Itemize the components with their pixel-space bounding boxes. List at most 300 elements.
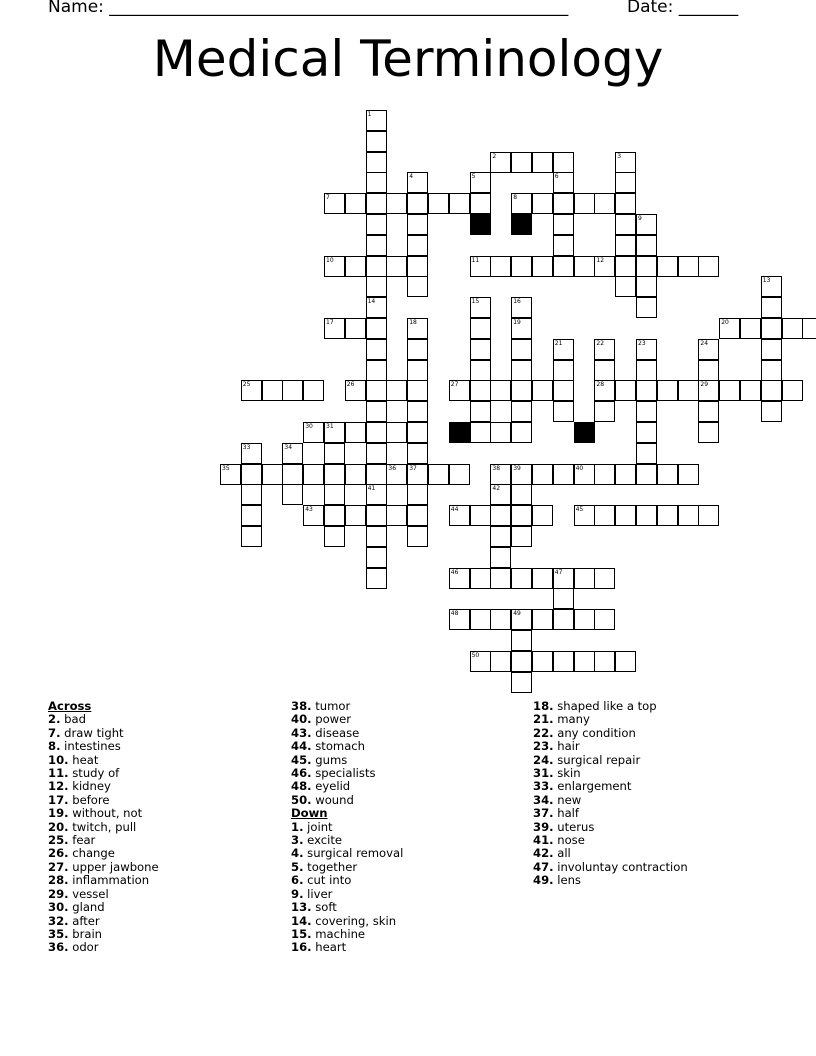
grid-cell[interactable] [345,505,366,526]
grid-cell[interactable] [366,131,387,152]
clue-number: 42 [492,485,501,493]
grid-cell[interactable] [407,339,428,360]
clue-item-number: 8. [48,739,61,754]
date-line: Date: _______ [627,0,739,17]
grid-cell[interactable] [303,422,324,443]
grid-cell[interactable] [386,422,407,443]
grid-cell[interactable] [698,380,719,401]
grid-cell[interactable] [678,464,699,485]
grid-cell[interactable] [366,256,387,277]
grid-cell[interactable] [532,609,553,630]
clue-number: 40 [575,464,584,472]
grid-cell[interactable] [490,547,511,568]
grid-cell[interactable] [345,422,366,443]
clue-number: 46 [450,568,459,576]
across-heading: Across [48,699,92,713]
grid-cell[interactable] [511,360,532,381]
clue-item-text: brain [68,926,103,941]
clue-item [48,861,159,874]
grid-cell[interactable] [366,172,387,193]
grid-cell[interactable] [574,505,595,526]
grid-cell[interactable] [366,110,387,131]
grid-cell[interactable] [470,193,491,214]
grid-cell[interactable] [594,256,615,277]
clue-item [48,794,159,807]
grid-cell[interactable] [324,422,345,443]
grid-cell[interactable] [657,464,678,485]
grid-cell[interactable] [553,568,574,589]
grid-cell[interactable] [470,380,491,401]
grid-cell[interactable] [490,568,511,589]
grid-cell[interactable] [532,193,553,214]
grid-cell[interactable] [698,505,719,526]
grid-cell[interactable] [490,152,511,173]
clue-item-text: liver [303,886,333,901]
clue-item-text: machine [311,926,366,941]
clue-number: 48 [450,610,459,618]
grid-cell[interactable] [636,339,657,360]
grid-cell[interactable] [366,568,387,589]
grid-cell[interactable] [386,464,407,485]
grid-cell[interactable] [490,464,511,485]
grid-cell[interactable] [449,193,470,214]
grid-cell[interactable] [594,339,615,360]
grid-cell[interactable] [594,360,615,381]
grid-cell[interactable] [636,401,657,422]
grid-cell[interactable] [511,422,532,443]
grid-cell[interactable] [594,380,615,401]
grid-cell[interactable] [241,526,262,547]
clue-item [291,713,403,726]
grid-cell[interactable] [407,360,428,381]
grid-cell[interactable] [490,505,511,526]
grid-cell[interactable] [324,526,345,547]
clue-item [291,780,403,793]
grid-cell[interactable] [407,505,428,526]
grid-cell[interactable] [490,609,511,630]
grid-cell[interactable] [470,651,491,672]
grid-cell[interactable] [761,339,782,360]
grid-cell[interactable] [470,568,491,589]
clue-number: 17 [326,319,334,326]
grid-cell[interactable] [366,193,387,214]
grid-cell[interactable] [636,422,657,443]
clue-item [291,740,403,753]
grid-cell[interactable] [594,193,615,214]
grid-cell[interactable] [719,380,740,401]
grid-cell-black [449,422,470,443]
grid-cell[interactable] [470,422,491,443]
clue-item [291,928,403,941]
grid-cell[interactable] [615,651,636,672]
clues-column-2 [291,700,403,955]
grid-cell[interactable] [553,360,574,381]
grid-cell[interactable] [449,505,470,526]
grid-cell[interactable] [428,464,449,485]
clue-item-text: kidney [68,779,111,794]
grid-cell[interactable] [470,360,491,381]
grid-cell[interactable] [511,380,532,401]
grid-cell[interactable] [241,464,262,485]
grid-cell[interactable] [490,256,511,277]
grid-cell[interactable] [594,568,615,589]
grid-cell[interactable] [636,360,657,381]
clue-item-number: 46. [291,766,312,781]
grid-cell[interactable] [594,609,615,630]
clue-item [48,727,159,740]
grid-cell[interactable] [615,276,636,297]
clue-item-number: 14. [291,913,312,928]
clue-item-number: 44. [291,739,312,754]
grid-cell[interactable] [470,401,491,422]
grid-cell[interactable] [386,380,407,401]
clue-item-text: surgical repair [553,752,641,767]
clue-item-text: new [553,792,582,807]
grid-cell[interactable] [366,547,387,568]
grid-cell[interactable] [345,193,366,214]
grid-cell[interactable] [366,380,387,401]
grid-cell[interactable] [345,256,366,277]
grid-cell[interactable] [761,276,782,297]
grid-cell[interactable] [511,339,532,360]
clue-item-number: 47. [533,859,554,874]
grid-cell[interactable] [345,380,366,401]
clue-item [291,888,403,901]
grid-cell[interactable] [282,464,303,485]
grid-cell[interactable] [324,505,345,526]
grid-cell[interactable] [532,568,553,589]
grid-cell[interactable] [636,443,657,464]
grid-cell[interactable] [615,464,636,485]
grid-cell[interactable] [407,235,428,256]
clue-number: 31 [326,423,334,430]
grid-cell[interactable] [532,152,553,173]
grid-cell[interactable] [407,484,428,505]
grid-cell[interactable] [511,630,532,651]
clue-item [48,847,159,860]
clue-item-text: enlargement [553,779,632,794]
grid-cell[interactable] [615,256,636,277]
grid-cell[interactable] [615,235,636,256]
clue-item-text: together [303,859,358,874]
clue-item-text: power [311,712,352,727]
grid-cell[interactable] [615,193,636,214]
grid-cell[interactable] [532,464,553,485]
grid-cell[interactable] [407,172,428,193]
grid-cell[interactable] [594,401,615,422]
grid-cell[interactable] [241,380,262,401]
grid-cell[interactable] [407,526,428,547]
grid-cell[interactable] [386,505,407,526]
grid-cell[interactable] [761,360,782,381]
grid-cell[interactable] [678,256,699,277]
grid-cell[interactable] [407,193,428,214]
grid-cell[interactable] [241,505,262,526]
clue-number: 43 [305,506,313,514]
grid-cell[interactable] [324,484,345,505]
grid-cell[interactable] [574,651,595,672]
grid-cell[interactable] [698,256,719,277]
grid-cell[interactable] [615,505,636,526]
clue-item-text: cut into [303,873,352,888]
grid-cell[interactable] [470,256,491,277]
clue-item [533,767,688,780]
grid-cell[interactable] [678,380,699,401]
grid-cell[interactable] [657,380,678,401]
grid-cell[interactable] [282,380,303,401]
grid-cell[interactable] [449,464,470,485]
grid-cell[interactable] [574,464,595,485]
grid-cell[interactable] [553,193,574,214]
grid-cell[interactable] [366,401,387,422]
grid-cell[interactable] [366,214,387,235]
grid-cell[interactable] [532,256,553,277]
grid-cell[interactable] [553,401,574,422]
grid-cell[interactable] [657,256,678,277]
grid-cell[interactable] [366,526,387,547]
grid-cell[interactable] [366,360,387,381]
grid-cell[interactable] [324,443,345,464]
clue-item-text: nose [553,833,585,848]
grid-cell[interactable] [366,235,387,256]
clue-item-number: 49. [533,873,554,888]
grid-cell[interactable] [490,651,511,672]
clue-number: 18 [409,319,417,326]
clue-item-number: 2. [48,712,61,727]
clue-item [48,888,159,901]
grid-cell[interactable] [511,672,532,693]
grid-cell[interactable] [574,568,595,589]
grid-cell[interactable] [366,339,387,360]
grid-cell[interactable] [470,172,491,193]
grid-cell[interactable] [407,464,428,485]
grid-cell[interactable] [553,609,574,630]
clue-number: 41 [367,485,376,493]
grid-cell[interactable] [366,443,387,464]
clue-number: 10 [326,256,334,264]
grid-cell[interactable] [782,318,803,339]
grid-cell[interactable] [553,152,574,173]
grid-cell[interactable] [615,380,636,401]
clue-item-number: 3. [291,833,304,848]
grid-cell[interactable] [511,401,532,422]
grid-cell[interactable] [449,609,470,630]
clue-item-number: 5. [291,859,304,874]
grid-cell[interactable] [719,318,740,339]
clue-number: 44 [450,506,459,514]
grid-cell[interactable] [553,235,574,256]
grid-cell[interactable] [636,297,657,318]
grid-cell[interactable] [366,505,387,526]
grid-cell[interactable] [407,318,428,339]
grid-cell[interactable] [698,360,719,381]
grid-cell[interactable] [553,651,574,672]
grid-cell[interactable] [345,318,366,339]
grid-cell[interactable] [698,422,719,443]
grid-cell[interactable] [511,193,532,214]
clue-number: 14 [367,298,376,306]
grid-cell[interactable] [386,256,407,277]
grid-cell[interactable] [324,256,345,277]
grid-cell[interactable] [303,505,324,526]
grid-cell[interactable] [407,443,428,464]
grid-cell[interactable] [366,318,387,339]
grid-cell[interactable] [407,380,428,401]
grid-cell[interactable] [636,276,657,297]
grid-cell[interactable] [490,526,511,547]
grid-cell[interactable] [407,214,428,235]
grid-cell[interactable] [366,276,387,297]
grid-cell[interactable] [262,380,283,401]
clue-item-number: 15. [291,926,312,941]
grid-cell[interactable] [615,172,636,193]
grid-cell[interactable] [511,505,532,526]
grid-cell[interactable] [532,505,553,526]
clue-number: 15 [471,298,480,306]
clue-number: 39 [513,464,521,472]
grid-cell[interactable] [511,318,532,339]
grid-cell[interactable] [470,609,491,630]
grid-cell[interactable] [220,464,241,485]
grid-cell[interactable] [615,152,636,173]
grid-cell[interactable] [511,484,532,505]
grid-cell[interactable] [532,380,553,401]
grid-cell[interactable] [636,214,657,235]
clue-item-number: 20. [48,819,69,834]
grid-cell[interactable] [553,464,574,485]
grid-cell[interactable] [594,651,615,672]
grid-cell[interactable] [449,568,470,589]
grid-cell[interactable] [761,297,782,318]
grid-cell[interactable] [303,464,324,485]
grid-cell[interactable] [636,380,657,401]
grid-cell[interactable] [761,380,782,401]
grid-cell[interactable] [366,297,387,318]
clue-number: 26 [346,381,355,389]
clue-number: 20 [721,319,729,326]
grid-cell[interactable] [241,484,262,505]
grid-cell[interactable] [553,214,574,235]
grid-cell[interactable] [553,256,574,277]
grid-cell[interactable] [324,464,345,485]
grid-cell[interactable] [698,339,719,360]
grid-cell[interactable] [470,339,491,360]
grid-cell[interactable] [282,443,303,464]
grid-cell[interactable] [511,152,532,173]
grid-cell[interactable] [636,235,657,256]
grid-cell[interactable] [407,256,428,277]
grid-cell[interactable] [615,214,636,235]
grid-cell[interactable] [366,422,387,443]
grid-cell[interactable] [470,318,491,339]
grid-cell[interactable] [636,256,657,277]
clue-item-text: without, not [68,806,143,821]
grid-cell[interactable] [407,276,428,297]
clue-item [291,874,403,887]
clue-item [48,767,159,780]
grid-cell[interactable] [324,318,345,339]
grid-cell[interactable] [574,609,595,630]
clue-item-number: 27. [48,859,69,874]
grid-cell[interactable] [282,484,303,505]
grid-cell[interactable] [407,401,428,422]
grid-cell[interactable] [324,193,345,214]
grid-cell[interactable] [761,318,782,339]
grid-cell[interactable] [241,443,262,464]
grid-cell[interactable] [740,318,761,339]
grid-cell[interactable] [366,484,387,505]
grid-cell[interactable] [511,464,532,485]
clue-item-text: intestines [60,739,121,754]
clue-item-number: 37. [533,806,554,821]
grid-cell[interactable] [511,609,532,630]
grid-cell[interactable] [574,256,595,277]
grid-cell[interactable] [262,464,283,485]
clue-number: 23 [638,339,646,347]
grid-cell[interactable] [740,380,761,401]
grid-cell[interactable] [490,484,511,505]
grid-cell[interactable] [511,651,532,672]
grid-cell[interactable] [511,526,532,547]
grid-cell[interactable] [802,318,816,339]
grid-cell[interactable] [657,505,678,526]
grid-cell[interactable] [636,505,657,526]
grid-cell[interactable] [407,422,428,443]
grid-cell[interactable] [553,339,574,360]
clue-item-text: many [553,712,590,727]
clue-item-number: 10. [48,752,69,767]
grid-cell[interactable] [698,401,719,422]
grid-cell[interactable] [366,152,387,173]
grid-cell[interactable] [532,651,553,672]
grid-cell[interactable] [553,588,574,609]
grid-cell[interactable] [511,297,532,318]
grid-cell[interactable] [553,172,574,193]
grid-cell[interactable] [345,464,366,485]
clue-number: 4 [409,173,414,181]
grid-cell[interactable] [761,401,782,422]
grid-cell[interactable] [782,380,803,401]
grid-cell[interactable] [511,568,532,589]
clue-item-text: shaped like a top [553,699,657,713]
grid-cell[interactable] [490,380,511,401]
grid-cell[interactable] [303,380,324,401]
grid-cell[interactable] [490,422,511,443]
grid-cell[interactable] [511,256,532,277]
clue-number: 36 [388,464,397,472]
grid-cell[interactable] [594,464,615,485]
grid-cell[interactable] [449,380,470,401]
clue-item [533,754,688,767]
grid-cell[interactable] [636,464,657,485]
grid-cell[interactable] [574,193,595,214]
grid-cell[interactable] [678,505,699,526]
grid-cell[interactable] [470,297,491,318]
clue-item [48,821,159,834]
clue-item-text: twitch, pull [68,819,137,834]
clue-item [291,847,403,860]
grid-cell[interactable] [428,193,449,214]
clue-item-number: 45. [291,752,312,767]
grid-cell[interactable] [470,505,491,526]
clue-item-text: hair [553,739,580,754]
grid-cell[interactable] [386,193,407,214]
grid-cell[interactable] [553,380,574,401]
clue-item-text: tumor [311,699,351,713]
grid-cell[interactable] [594,505,615,526]
grid-cell[interactable] [366,464,387,485]
clue-item-number: 18. [533,699,554,713]
